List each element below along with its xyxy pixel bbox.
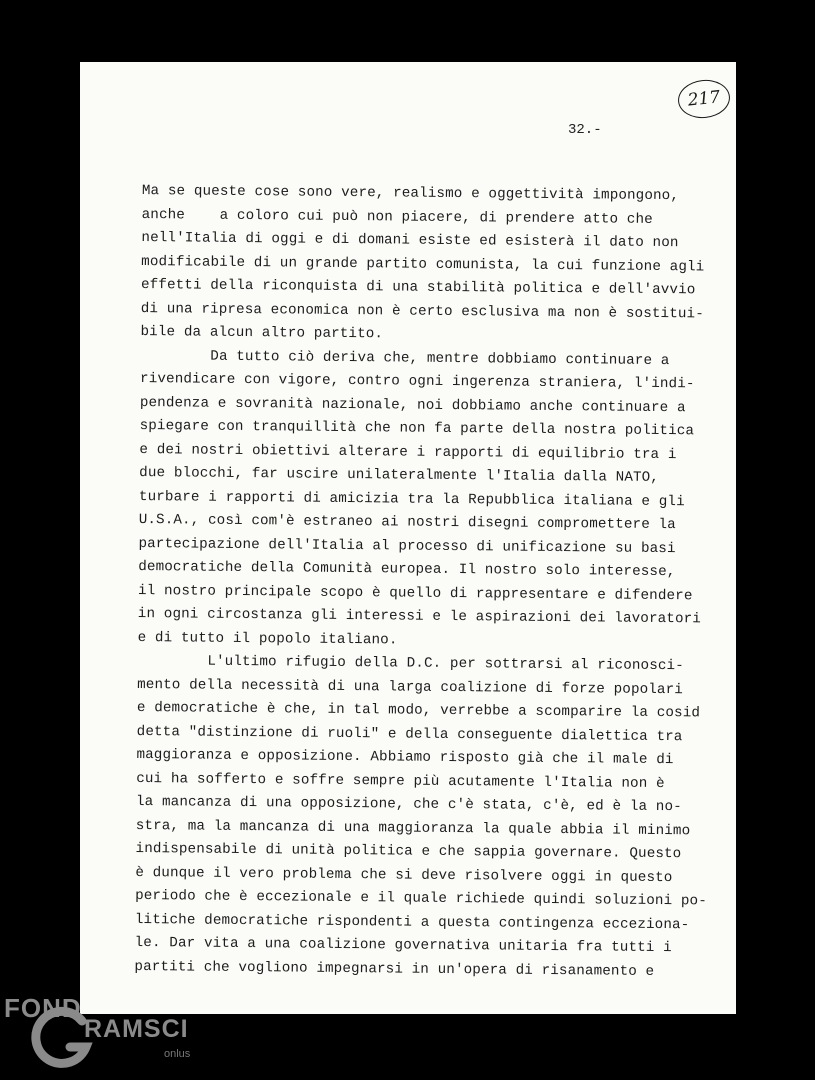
text-line: due blocchi, far uscire unilateralmente l'Italia dalla NATO, xyxy=(139,464,660,486)
archive-number: 217 xyxy=(686,87,722,111)
text-line: di una ripresa economica non è certo esclusiva ma non è sostitui- xyxy=(140,300,704,322)
text-line: pendenza e sovranità nazionale, noi dobbiamo anche continuare a xyxy=(139,394,686,416)
text-line: le. Dar vita a una coalizione governativa unitaria fra tutti i xyxy=(134,934,672,957)
text-line: nell'Italia di oggi e di domani esiste ed esisterà il dato non xyxy=(141,229,679,252)
text-line: e democratiche è che, in tal modo, verrebbe a scomparire la cosid xyxy=(136,699,701,722)
text-line: spiegare con tranquillità che non fa parte della nostra politica xyxy=(139,417,695,440)
page-number: 32.- xyxy=(568,122,602,138)
text-line: la mancanza di una opposizione, che c'è stata, c'è, ed è la no- xyxy=(135,793,682,816)
text-line: e di tutto il popolo italiano. xyxy=(137,629,398,648)
logo-tagline: onlus xyxy=(164,1048,191,1060)
logo-text-gramsci: RAMSCI xyxy=(84,1015,189,1043)
archive-number-stamp xyxy=(676,77,732,120)
text-line: litiche democratiche rispondenti a questa contingenza eccezionа- xyxy=(134,911,690,933)
text-line: in ogni circostanza gli interessi e le aspirazioni dei lavoratori xyxy=(137,605,702,628)
text-line: rivendicare con vigore, contro ogni ingerenza straniera, l'indi- xyxy=(140,370,695,393)
text-line: maggioranza e opposizione. Abbiamo risposto già che il male di xyxy=(136,746,674,769)
text-line: stra, ma la mancanza di una maggioranza la quale abbia il minimo xyxy=(135,817,691,839)
text-line: mento della necessità di una larga coalizione di forze popolari xyxy=(137,676,684,698)
text-line: detta "distinzione di ruoli" e della conseguente dialettica tra xyxy=(136,723,683,745)
logo-text-fond: FOND xyxy=(4,993,82,1023)
typed-text-block xyxy=(134,180,722,985)
text-line: anche a coloro cui può non piacere, di prendere atto che xyxy=(141,206,653,228)
text-line: L'ultimo rifugio della D.C. per sottrarsi al riconosci- xyxy=(207,653,684,675)
text-line: Ma se queste cose sono vere, realismo e oggettività impongono, xyxy=(141,182,680,205)
text-line: turbare i rapporti di amicizia tra la Repubblica italiana e gli xyxy=(138,488,685,510)
text-line: il nostro principale scopo è quello di rappresentare e difendere xyxy=(137,582,693,604)
text-line: Da tutto ciò deriva che, mentre dobbiamo continuare a xyxy=(210,348,670,369)
document-page xyxy=(80,62,736,1014)
text-line: modificabile di un grande partito comunista, la cui funzione agli xyxy=(141,253,705,275)
text-line: cui ha sofferto e soffre sempre più acutamente l'Italia non è xyxy=(136,770,665,792)
text-line: indispensabile di unità politica e che sappia governare. Questo xyxy=(135,840,682,863)
text-line: periodo che è eccezionale e il quale richiede quindi soluzioni po- xyxy=(135,887,708,910)
text-line: democratiche della Comunità europea. Il nostro solo interesse, xyxy=(138,558,676,581)
text-line: partiti che vogliono impegnarsi in un'opera di risanamento e xyxy=(134,958,655,980)
text-line: è dunque il vero problema che si deve risolvere oggi in questo xyxy=(135,864,673,886)
text-line: partecipazione dell'Italia al processo di unificazione su basi xyxy=(138,535,676,557)
text-line: U.S.A., così com'è estraneo ai nostri disegni compromettere la xyxy=(138,511,676,534)
text-line: e dei nostri obiettivi alterare i rapporti di equilibrio tra i xyxy=(139,441,677,463)
text-line: effetti della riconquista di una stabilità politica e dell'avvio xyxy=(140,276,696,299)
fondazione-gramsci-logo xyxy=(4,988,224,1076)
text-line: bile da alcun altro partito. xyxy=(140,323,384,343)
